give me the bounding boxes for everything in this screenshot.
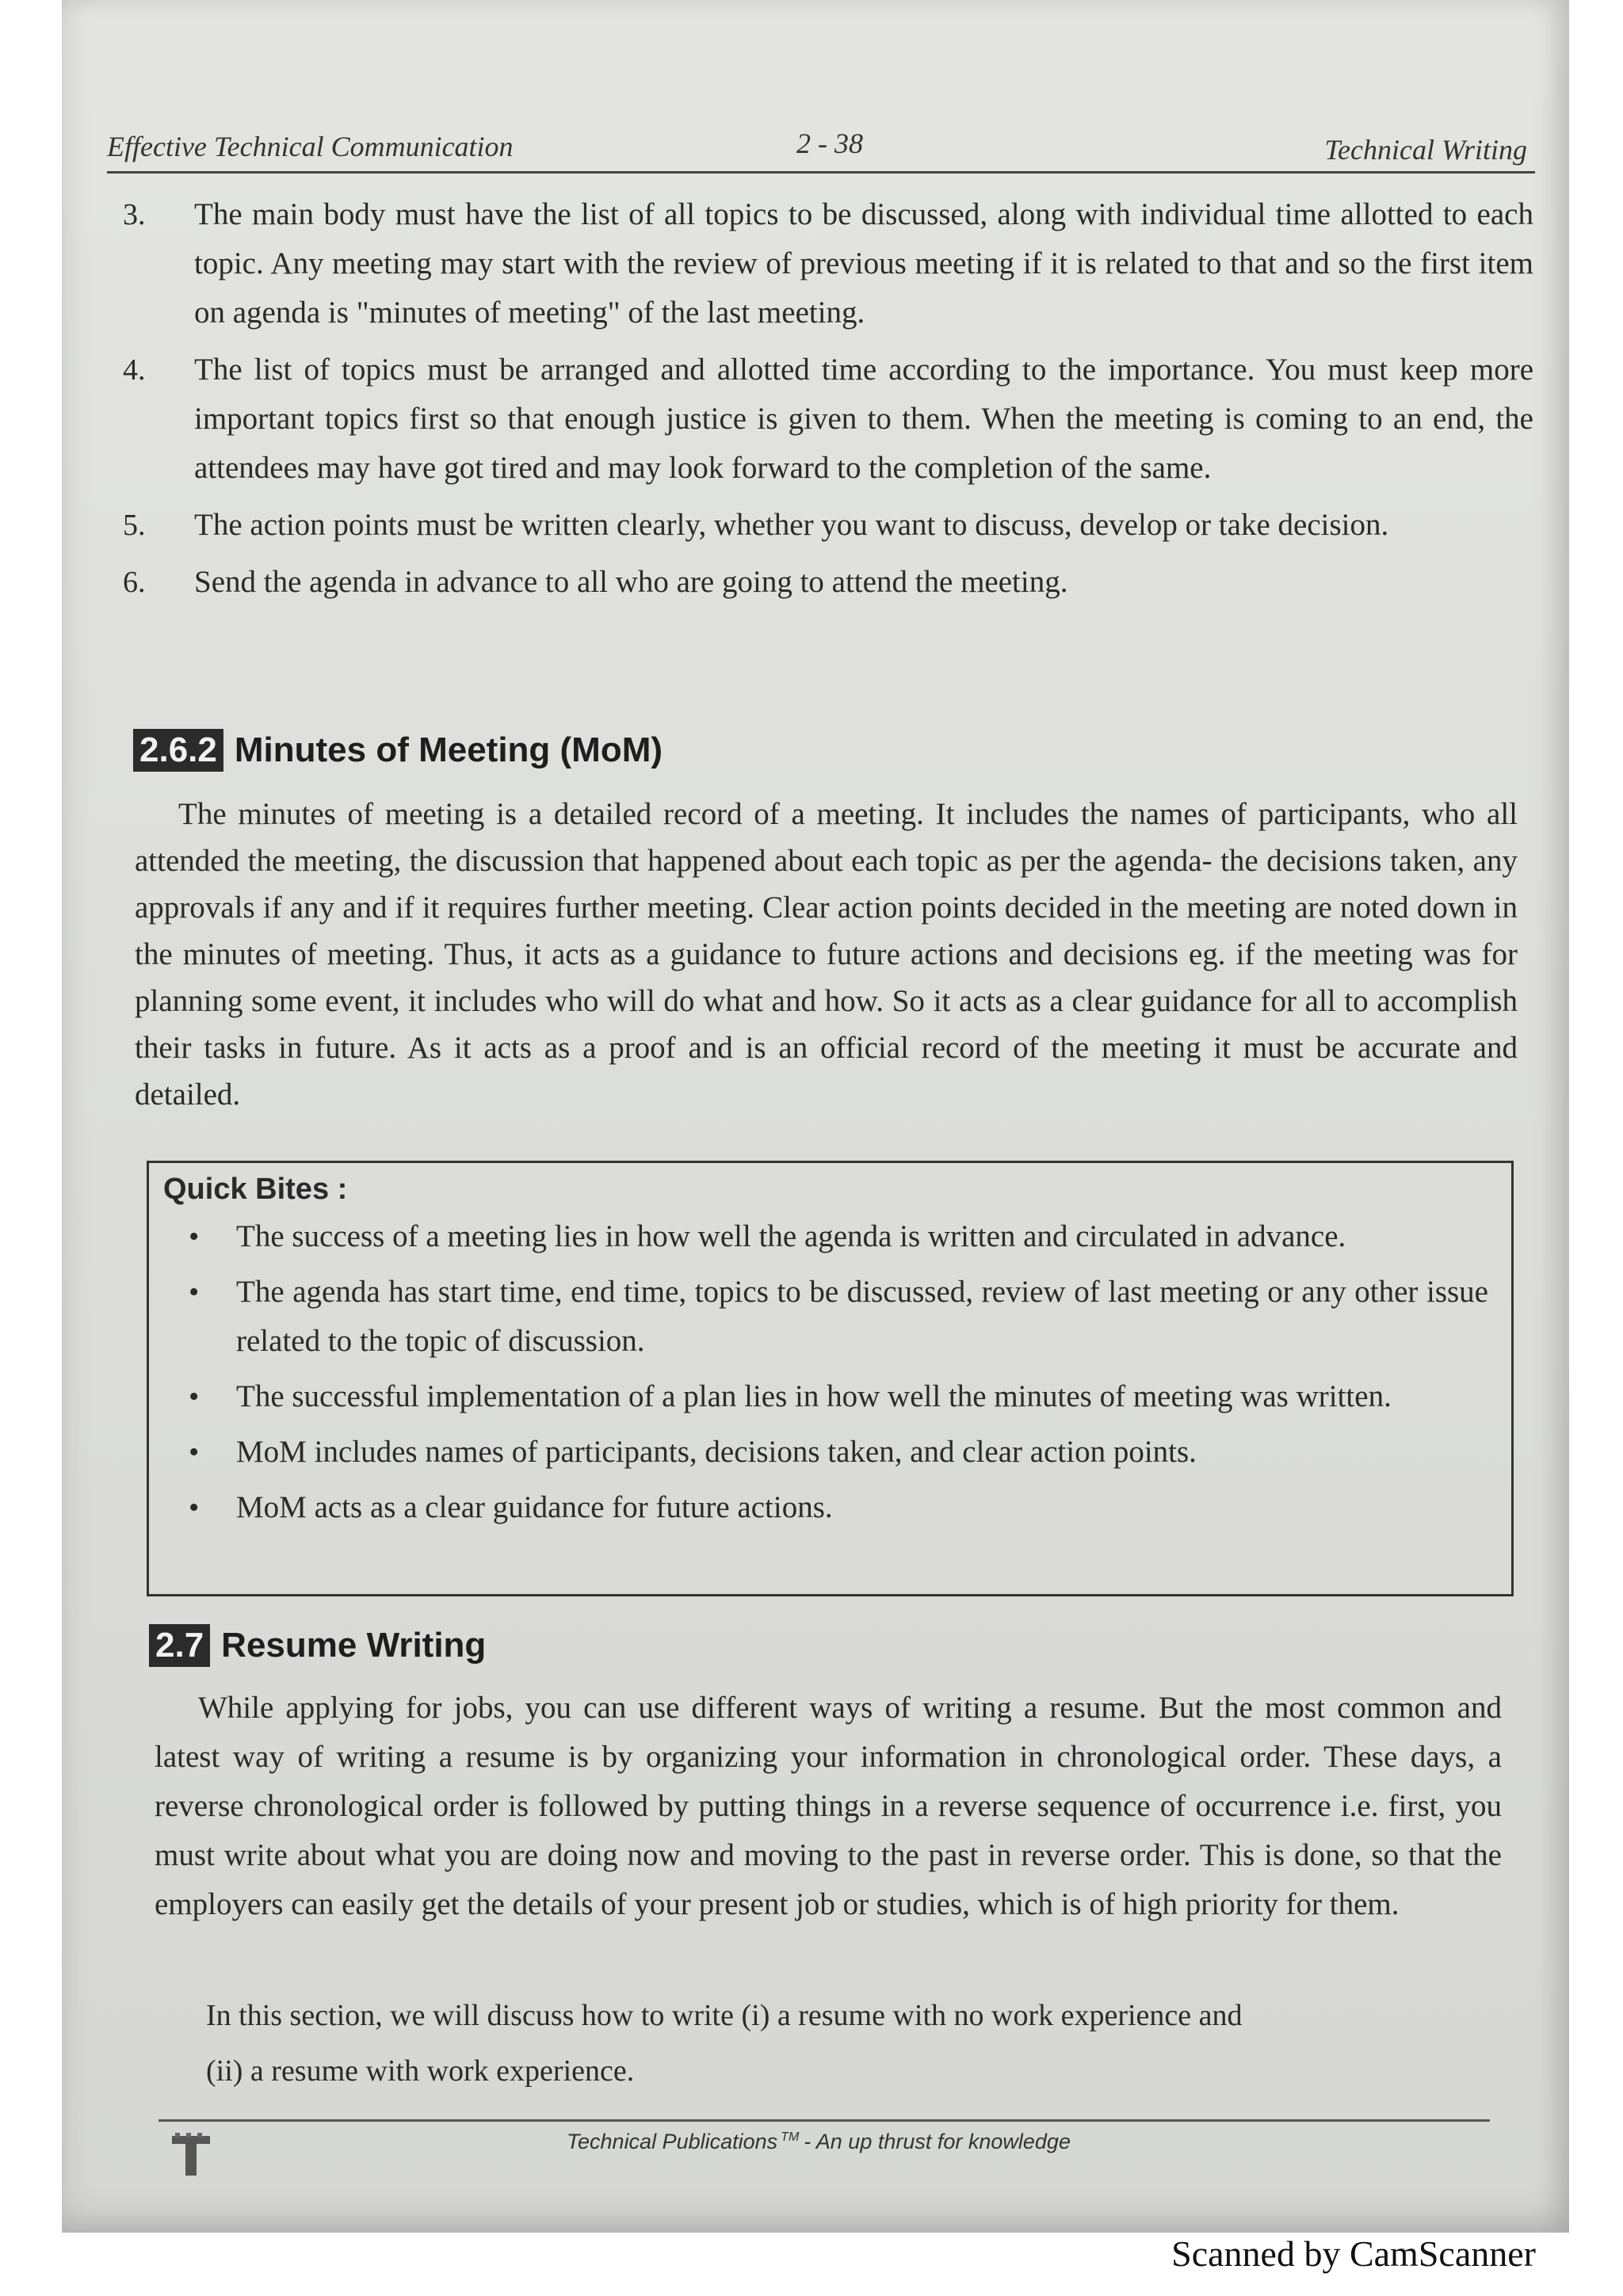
list-item xyxy=(189,1428,1488,1477)
bite-text: The agenda has start time, end time, topics to be discussed, review of last meeting or any other issue related to the topic of discussion. xyxy=(236,1275,1488,1358)
list-item-text: The main body must have the list of all topics to be discussed, along with individual time allotted to each topic. Any meeting may start with the review of previous meeting if it is related to that and so the first item on agenda is "minutes of meeting" of the last meeting. xyxy=(194,197,1533,330)
quick-bites-list xyxy=(189,1212,1488,1539)
bullet-icon: • xyxy=(189,1220,200,1253)
scanner-watermark: Scanned by CamScanner xyxy=(1171,2233,1536,2274)
list-item xyxy=(123,501,1533,550)
bite-text: The success of a meeting lies in how well the agenda is written and circulated in advance. xyxy=(236,1219,1346,1253)
section-number: 2.7 xyxy=(149,1624,210,1667)
bullet-icon: • xyxy=(189,1380,200,1413)
footer-divider xyxy=(158,2119,1490,2122)
list-item xyxy=(189,1268,1488,1366)
quick-bites-box xyxy=(147,1161,1514,1596)
bullet-icon: • xyxy=(189,1436,200,1469)
bullet-icon: • xyxy=(189,1491,200,1524)
quick-bites-title: Quick Bites : xyxy=(163,1173,348,1206)
list-item xyxy=(123,345,1533,493)
list-item xyxy=(189,1483,1488,1532)
list-item-text: Send the agenda in advance to all who are going to attend the meeting. xyxy=(194,565,1068,599)
list-item xyxy=(123,558,1533,607)
mom-paragraph: The minutes of meeting is a detailed record of a meeting. It includes the names of participants, who all attended the meeting, the discussion that happened about each topic as per the agenda- the decisions taken, any approvals if any and if it requires further meeting. Clear action points decided in the meeting are noted down in the minutes of meeting. Thus, it acts as a guidance to future actions and decisions eg. if the meeting was for planning some event, it includes who will do what and how. So it acts as a clear guidance for all to accomplish their tasks in future. As it acts as a proof and is an official record of the meeting it must be accurate and detailed. xyxy=(135,797,1518,1112)
resume-intro-line-2: (ii) a resume with work experience. xyxy=(206,2054,635,2088)
resume-paragraph: While applying for jobs, you can use different ways of writing a resume. But the most common and latest way of writing a resume is by organizing your information in chronological order. These days, a reverse chronological order is followed by putting things in a reverse sequence of occurrence i.e. first, you must write about what you are doing now and moving to the past in reverse order. This is done, so that the employers can easily get the details of your present job or studies, which is of high priority for them. xyxy=(155,1691,1502,1921)
bite-text: MoM acts as a clear guidance for future actions. xyxy=(236,1490,833,1524)
section-title: Minutes of Meeting (MoM) xyxy=(234,730,663,769)
agenda-points-list xyxy=(123,190,1533,615)
publisher-tagline: - An up thrust for knowledge xyxy=(804,2130,1071,2153)
bite-text: The successful implementation of a plan lies in how well the minutes of meeting was written. xyxy=(236,1379,1392,1413)
publisher-logo-icon xyxy=(170,2131,212,2179)
section-title: Resume Writing xyxy=(221,1626,487,1665)
list-item xyxy=(189,1372,1488,1421)
section-number: 2.6.2 xyxy=(133,729,223,772)
list-item-number: 5. xyxy=(123,509,146,542)
list-item xyxy=(123,190,1533,338)
page-header xyxy=(107,127,1535,174)
list-item-number: 4. xyxy=(123,353,146,387)
bullet-icon: • xyxy=(189,1276,200,1309)
header-chapter-title: Technical Writing xyxy=(1324,134,1527,166)
list-item-text: The list of topics must be arranged and allotted time according to the importance. You must keep more important topics first so that enough justice is given to them. When the meeting is coming to an end, the attendees may have got tired and may look forward to the completion of the same. xyxy=(194,353,1533,485)
resume-intro-line-1: In this section, we will discuss how to write (i) a resume with no work experience and xyxy=(206,1999,1243,2032)
trademark-mark: TM xyxy=(781,2130,800,2144)
header-book-title: Effective Technical Communication xyxy=(107,131,514,162)
header-page-number: 2 - 38 xyxy=(796,128,863,159)
section-heading-mom xyxy=(133,729,663,772)
list-item-number: 6. xyxy=(123,566,146,599)
list-item xyxy=(189,1212,1488,1261)
list-item-text: The action points must be written clearly, whether you want to discuss, develop or take decision. xyxy=(194,508,1389,542)
section-heading-resume xyxy=(149,1624,486,1667)
footer-publisher xyxy=(567,2130,1071,2154)
bite-text: MoM includes names of participants, decisions taken, and clear action points. xyxy=(236,1435,1197,1469)
list-item-number: 3. xyxy=(123,198,146,231)
publisher-name: Technical Publications xyxy=(567,2130,778,2153)
